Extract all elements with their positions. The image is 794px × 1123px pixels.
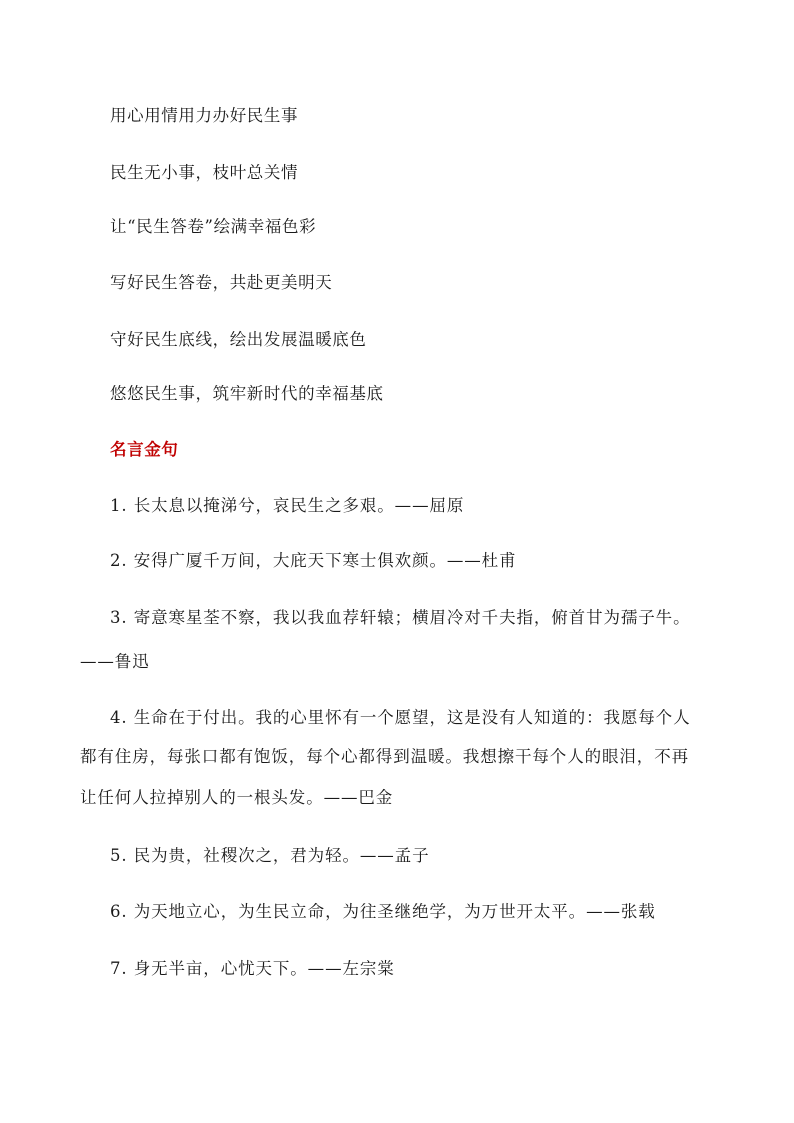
slogan-line: 用心用情用力办好民生事 xyxy=(110,106,299,125)
slogan-line: 写好民生答卷，共赴更美明天 xyxy=(110,273,333,292)
quote-line: 3. 寄意寒星荃不察，我以我血荐轩辕；横眉冷对千夫指，俯首甘为孺子牛。 xyxy=(110,608,691,627)
quote-line: 6. 为天地立心，为生民立命，为往圣继绝学，为万世开太平。——张载 xyxy=(110,902,656,921)
slogan-line: 让“民生答卷”绘满幸福色彩 xyxy=(110,217,317,236)
quote-line: 5. 民为贵，社稷次之，君为轻。——孟子 xyxy=(110,846,430,865)
section-heading: 名言金句 xyxy=(110,440,179,459)
quote-line: 4. 生命在于付出。我的心里怀有一个愿望，这是没有人知道的：我愿每个人 xyxy=(110,708,691,727)
slogan-line: 民生无小事，枝叶总关情 xyxy=(110,163,299,182)
quote-line: 7. 身无半亩，心忧天下。——左宗棠 xyxy=(110,959,395,978)
slogan-line: 悠悠民生事，筑牢新时代的幸福基底 xyxy=(110,384,384,403)
quote-line: 都有住房，每张口都有饱饭，每个心都得到温暖。我想擦干每个人的眼泪，不再 xyxy=(80,747,689,766)
quote-line: 2. 安得广厦千万间，大庇天下寒士俱欢颜。——杜甫 xyxy=(110,551,517,570)
quote-line: 让任何人拉掉别人的一根头发。——巴金 xyxy=(80,788,394,807)
quote-line: ——鲁迅 xyxy=(80,652,150,671)
slogan-line: 守好民生底线，绘出发展温暖底色 xyxy=(110,330,367,349)
quote-line: 1. 长太息以掩涕兮，哀民生之多艰。——屈原 xyxy=(110,496,465,515)
